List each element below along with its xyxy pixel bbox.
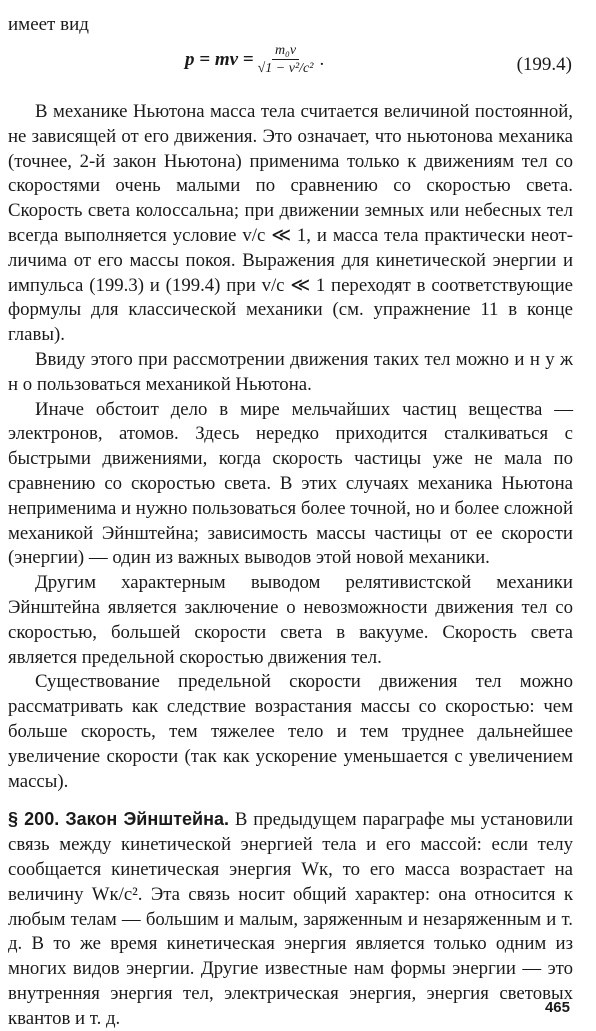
equation-number: (199.4) — [516, 54, 572, 75]
formula-period: . — [319, 49, 325, 70]
body-text — [8, 100, 573, 1031]
formula-fraction — [258, 42, 314, 78]
formula-denominator: √1 − v²/c² — [257, 61, 314, 76]
paragraph-speed-limit: Другим характерным выводом релятивистской механики Эйнштейна является заключение о невозможности движения тел со скоростью, большей скорости света в вакууме. Скорость света является предельной скоростью движения тел. — [8, 572, 573, 668]
formula-199-4 — [185, 42, 324, 78]
section-200 — [8, 807, 573, 1031]
paragraph-microworld: Иначе обстоит дело в мире мельчайших частиц вещества — электронов, атомов. Здесь нередко приходится сталкиваться с быстрыми движениями, когда скорость частицы уже не мала по сравнению со скоростью света. В этих случаях механика Ньютона неприменима и нужно пользоваться более точной, но и более сложной механикой Эйнштейна; зависимость массы частицы от ее скорости (энергии) — один из важных выводов этой новой механики. — [8, 398, 573, 569]
section-heading: § 200. Закон Эйнштейна. — [8, 809, 229, 830]
formula-numerator: m₀v — [272, 42, 299, 60]
formula-lhs: p = mv = — [185, 49, 254, 70]
paragraph-limit-consequence: Существование предельной скорости движения тел можно рассматривать как следствие возрастания массы со скоростью: чем больше скорость, тем тяжелее тело и тем труднее дальнейшее увеличение скорости (так как ускорение уменьшается с увеличением массы). — [8, 671, 573, 792]
paragraph-newton-mass: В механике Ньютона масса тела считается величиной постоянной, не зависящей от его движения. Это означает, что ньютонова механика (точнее, 2-й закон Ньютона) применима только к движениям тел со скоростями очень малыми по сравнению со скоростью света. Скорость света колоссальна; при движении земных или небесных тел всегда выполняется условие v/c ≪ 1, и масса тела практически неотличима от его массы покоя. Выражения для кинетической энергии и импульса (199.3) и (199.4) при v/c ≪ 1 переходят в соответствующие формулы для классической механики (см. упражнение 11 в конце главы). — [8, 101, 573, 346]
paragraph-newton-use: Ввиду этого при рассмотрении движения таких тел можно и н у ж н о пользоваться механикой Ньютона. — [8, 348, 573, 395]
section-text: В предыдущем параграфе мы установили связь между кинетической энергией тела и его массой: если телу сообщается кинетическая энергия Wк, то его масса возрастает на величину Wк/c². Эта связь носит общий характер: она относится к любым телам — большим и малым, заряженным и незаряженным и т. д. В то же время кинетическая энергия является только одним из многих видов энергии. Другие известные нам формы энергии — это внутренняя энергия тел, электрическая энергия, энергия световых квантов и т. д. — [8, 809, 573, 1029]
intro-text: имеет вид — [8, 14, 89, 35]
page-number: 465 — [544, 999, 570, 1016]
